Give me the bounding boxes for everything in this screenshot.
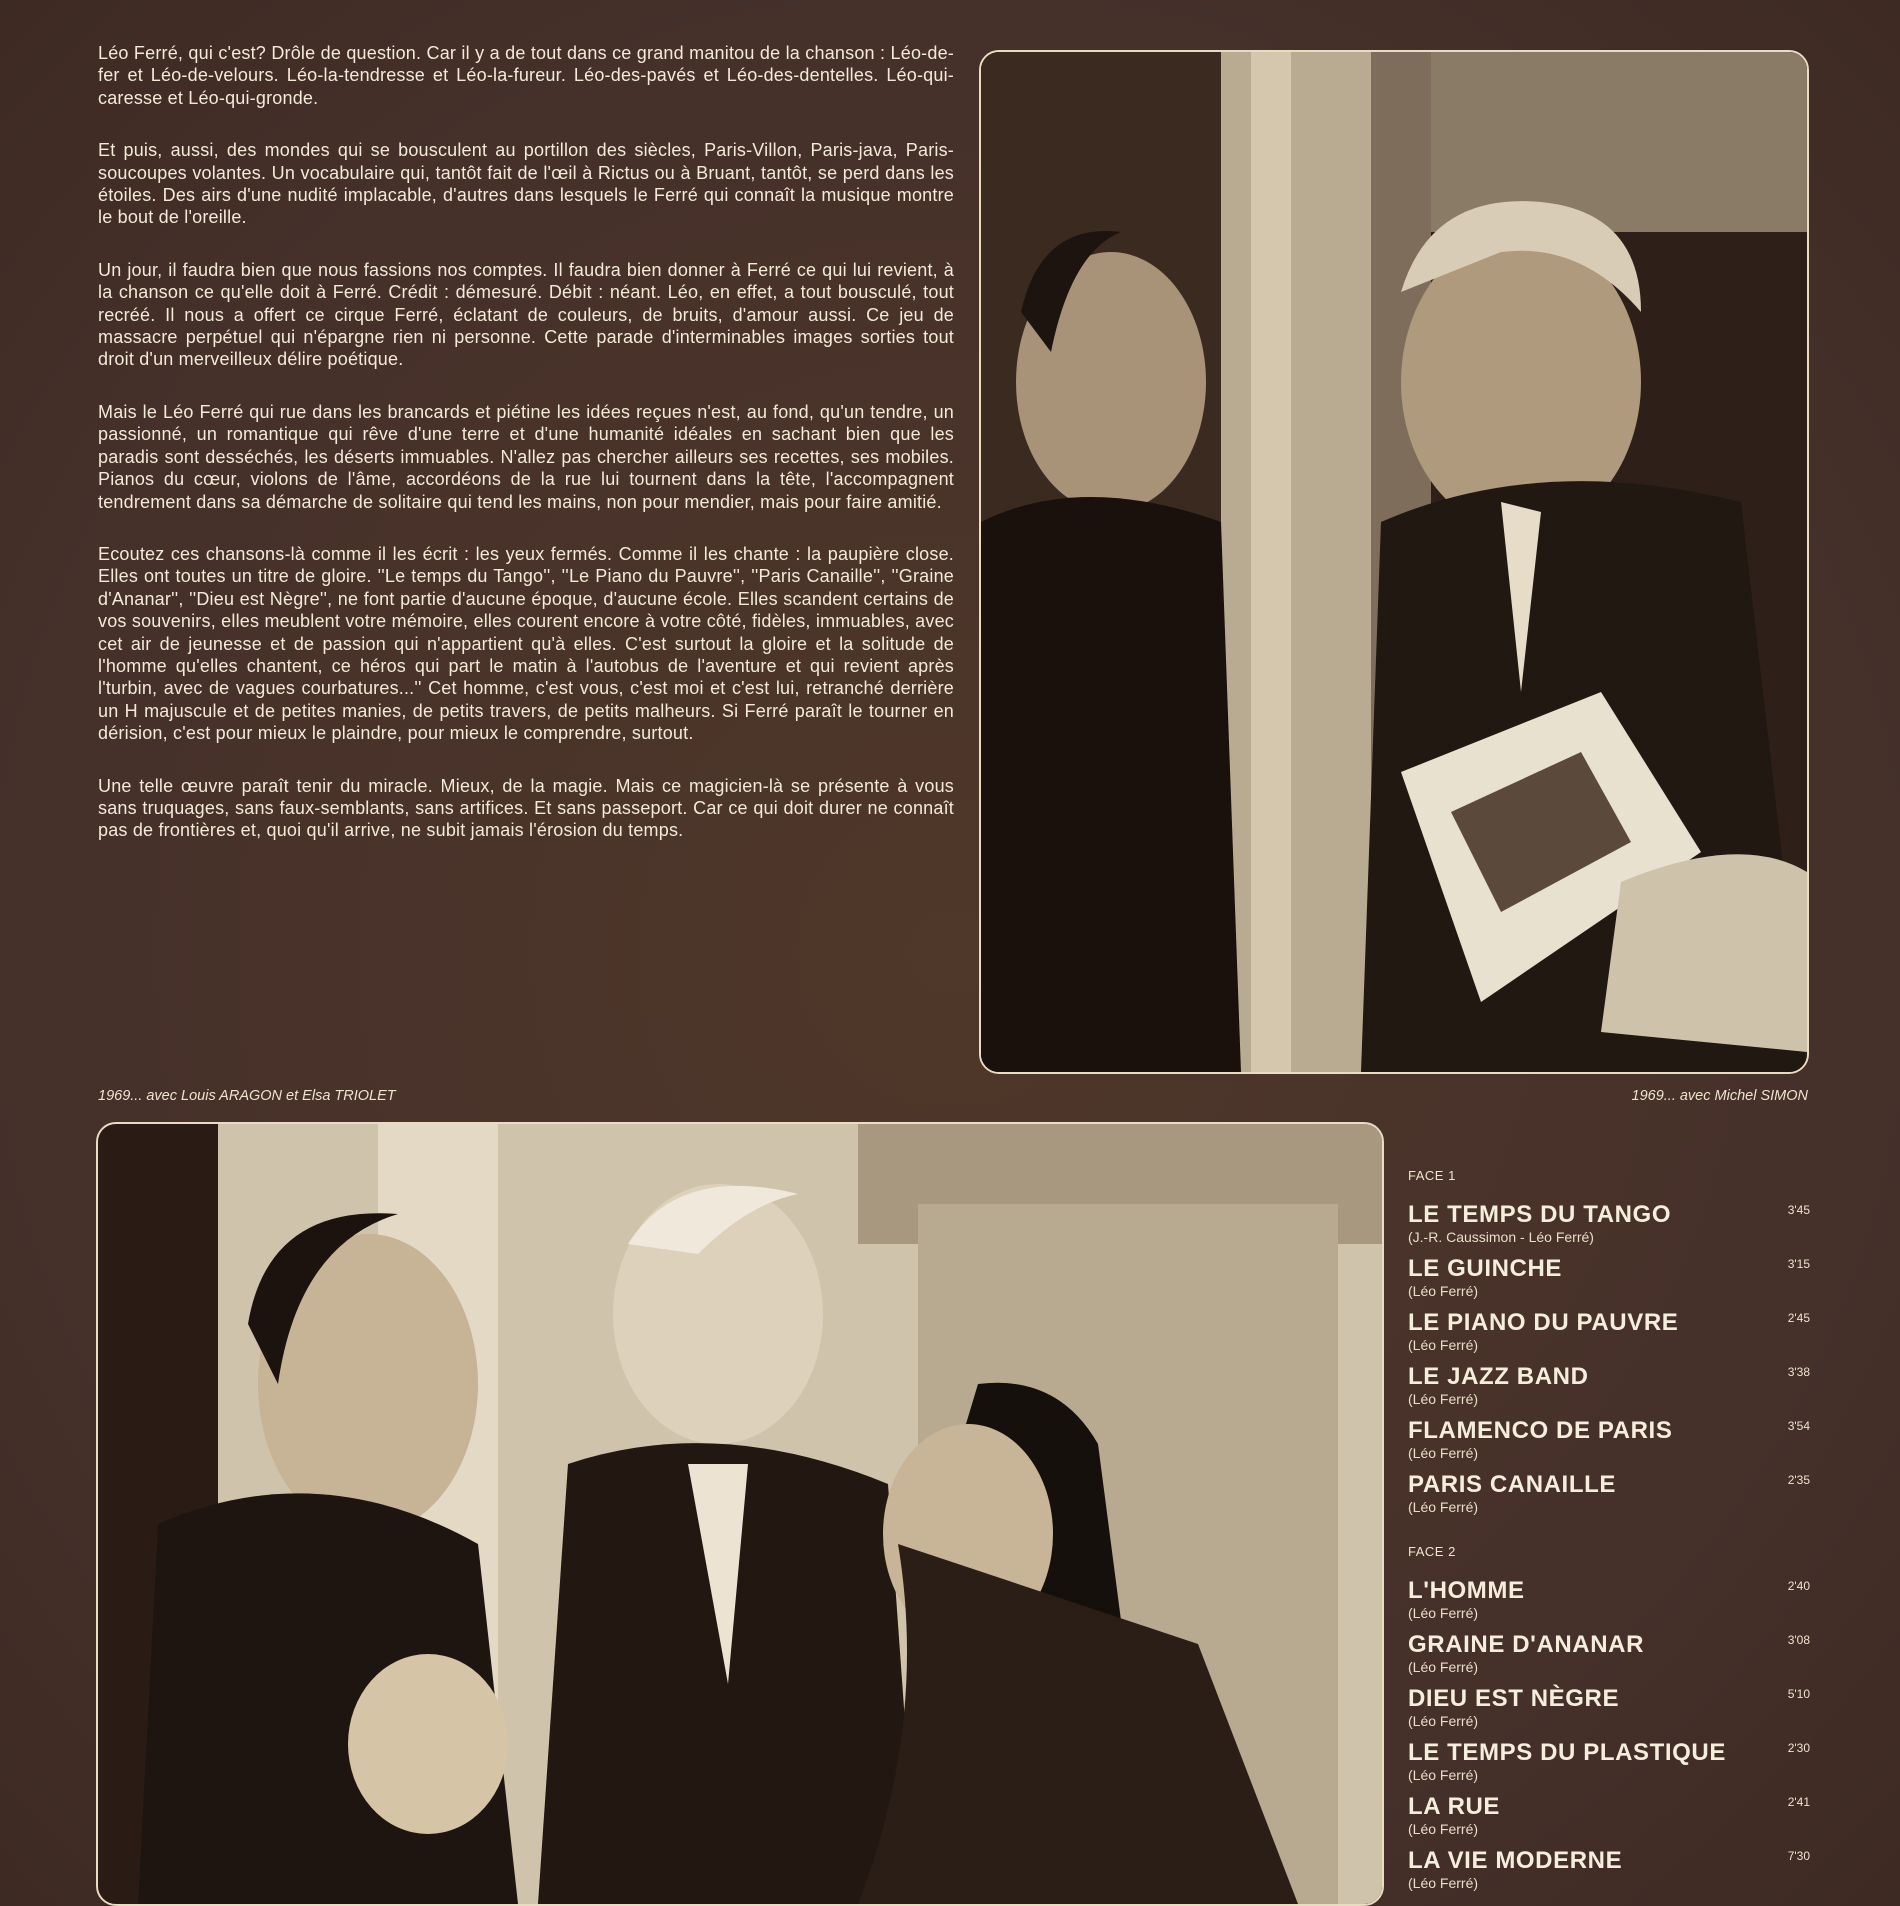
liner-paragraph-6: Une telle œuvre paraît tenir du miracle. Mieux, de la magie. Mais ce magicien-là se présente à vous sans truquages, sans faux-semblants, sans artifices. Et sans passeport. Car ce qui doit durer ne connaît pas de frontières et, quoi qu'il arrive, ne subit jamais l'érosion du temps. — [98, 775, 954, 841]
track-credit: (Léo Ferré) — [1408, 1767, 1479, 1783]
track-title: LE TEMPS DU TANGO — [1408, 1201, 1672, 1228]
track-title: GRAINE D'ANANAR — [1408, 1631, 1645, 1658]
track-title: LA VIE MODERNE — [1408, 1847, 1623, 1874]
track-duration: 2'41 — [1787, 1795, 1810, 1809]
track-item — [1408, 1255, 1810, 1300]
track-credit: (J.-R. Caussimon - Léo Ferré) — [1408, 1229, 1594, 1245]
caption-left: 1969... avec Louis ARAGON et Elsa TRIOLET — [98, 1088, 396, 1104]
track-duration: 3'08 — [1787, 1633, 1810, 1647]
track-title: DIEU EST NÈGRE — [1408, 1685, 1620, 1712]
track-item — [1408, 1631, 1810, 1676]
photo-michel-simon — [979, 50, 1809, 1074]
track-title: LE PIANO DU PAUVRE — [1408, 1309, 1679, 1336]
face-1-label: FACE 1 — [1408, 1168, 1456, 1183]
track-duration: 2'30 — [1787, 1741, 1810, 1755]
track-duration: 3'54 — [1787, 1419, 1810, 1433]
track-duration: 5'10 — [1787, 1687, 1810, 1701]
face-1-tracks — [1408, 1201, 1810, 1516]
track-duration: 2'45 — [1787, 1311, 1810, 1325]
track-duration: 3'15 — [1787, 1257, 1810, 1271]
track-credit: (Léo Ferré) — [1408, 1713, 1479, 1729]
liner-notes — [98, 42, 954, 872]
track-item — [1408, 1793, 1810, 1838]
track-item — [1408, 1201, 1810, 1246]
track-credit: (Léo Ferré) — [1408, 1659, 1479, 1675]
track-duration: 3'45 — [1787, 1203, 1810, 1217]
track-title: LA RUE — [1408, 1793, 1501, 1820]
track-title: LE GUINCHE — [1408, 1255, 1563, 1282]
track-credit: (Léo Ferré) — [1408, 1391, 1479, 1407]
track-item — [1408, 1417, 1810, 1462]
liner-paragraph-4: Mais le Léo Ferré qui rue dans les brancards et piétine les idées reçues n'est, au fond, qu'un tendre, un passionné, un romantique qui rêve d'une terre et d'une humanité idéales en sachant bien que les paradis sont desséchés, les déserts immuables. N'allez pas chercher ailleurs ses recettes, ses mobiles. Pianos du cœur, violons de l'âme, accordéons de la rue lui tournent dans la tête, l'accompagnent tendrement dans sa démarche de solitaire qui tend les mains, non pour mendier, mais pour faire amitié. — [98, 401, 954, 512]
track-duration: 3'38 — [1787, 1365, 1810, 1379]
tracklist — [1408, 1168, 1810, 1901]
track-credit: (Léo Ferré) — [1408, 1875, 1479, 1891]
track-title: FLAMENCO DE PARIS — [1408, 1417, 1673, 1444]
track-credit: (Léo Ferré) — [1408, 1337, 1479, 1353]
track-title: PARIS CANAILLE — [1408, 1471, 1616, 1498]
track-credit: (Léo Ferré) — [1408, 1283, 1479, 1299]
liner-paragraph-5: Ecoutez ces chansons-là comme il les écrit : les yeux fermés. Comme il les chante : la paupière close. Elles ont toutes un titre de gloire. ''Le temps du Tango'', ''Le Piano du Pauvre'', ''Paris Canaille'', ''Graine d'Ananar'', ''Dieu est Nègre'', ne font partie d'aucune époque, d'aucune école. Elles scandent certains de vos souvenirs, elles meublent votre mémoire, elles courent encore à votre côté, fidèles, immuables, avec cet air de jeunesse et de passion qui n'appartient qu'à elles. C'est surtout la gloire et la solitude de l'homme qu'elles chantent, ce héros qui part le matin à l'autobus de l'aventure et qui revient après l'turbin, avec de vagues courbatures...'' Cet homme, c'est vous, c'est moi et c'est lui, retranché derrière un H majuscule et de petites manies, de petits travers, de petits malheurs. Si Ferré paraît le tourner en dérision, c'est pour mieux le plaindre, pour mieux le comprendre, surtout. — [98, 543, 954, 744]
track-credit: (Léo Ferré) — [1408, 1605, 1479, 1621]
track-credit: (Léo Ferré) — [1408, 1445, 1479, 1461]
photo-michel-simon-image — [981, 52, 1807, 1072]
face-2-tracks — [1408, 1577, 1810, 1892]
track-item — [1408, 1363, 1810, 1408]
track-title: LE TEMPS DU PLASTIQUE — [1408, 1739, 1726, 1766]
track-item — [1408, 1685, 1810, 1730]
track-credit: (Léo Ferré) — [1408, 1821, 1479, 1837]
track-duration: 2'40 — [1787, 1579, 1810, 1593]
track-duration: 2'35 — [1787, 1473, 1810, 1487]
track-item — [1408, 1847, 1810, 1892]
liner-paragraph-1: Léo Ferré, qui c'est? Drôle de question. Car il y a de tout dans ce grand manitou de la chanson : Léo-de-fer et Léo-de-velours. Léo-la-tendresse et Léo-la-fureur. Léo-des-pavés et Léo-des-dentelles. Léo-qui-caresse et Léo-qui-gronde. — [98, 43, 954, 108]
photo-aragon-triolet-image — [98, 1124, 1382, 1904]
track-title: L'HOMME — [1408, 1577, 1525, 1604]
caption-right: 1969... avec Michel SIMON — [1631, 1088, 1808, 1104]
photo-aragon-triolet — [96, 1122, 1384, 1906]
liner-paragraph-2: Et puis, aussi, des mondes qui se bousculent au portillon des siècles, Paris-Villon, Paris-java, Paris-soucoupes volantes. Un vocabulaire qui, tantôt fait de l'œil à Rictus ou à Bruant, tantôt, se perd dans les étoiles. Des airs d'une nudité implacable, d'autres dans lesquels le Ferré qui connaît la musique montre le bout de l'oreille. — [98, 140, 954, 228]
track-item — [1408, 1471, 1810, 1516]
track-item — [1408, 1309, 1810, 1354]
track-item — [1408, 1577, 1810, 1622]
track-item — [1408, 1739, 1810, 1784]
track-credit: (Léo Ferré) — [1408, 1499, 1479, 1515]
liner-paragraph-3: Un jour, il faudra bien que nous fassions nos comptes. Il faudra bien donner à Ferré ce qui lui revient, à la chanson ce qu'elle doit à Ferré. Crédit : démesuré. Débit : néant. Léo, en effet, a tout bousculé, tout recréé. Il nous a offert ce cirque Ferré, éclatant de couleurs, de bruits, d'amour aussi. Ce jeu de massacre perpétuel qui n'épargne rien ni personne. Cette parade d'interminables images sorties tout droit d'un merveilleux délire poétique. — [98, 259, 954, 370]
track-duration: 7'30 — [1787, 1849, 1810, 1863]
face-2-label: FACE 2 — [1408, 1544, 1456, 1559]
track-title: LE JAZZ BAND — [1408, 1363, 1589, 1390]
